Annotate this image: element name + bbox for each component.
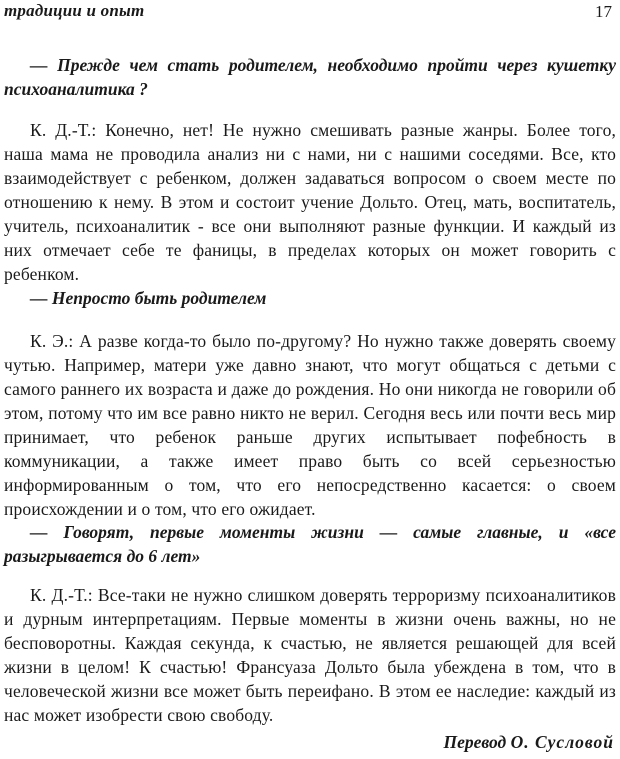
translation-credit <box>444 732 614 753</box>
interview-question-1: — Прежде чем стать родителем, необходимо пройти через кушетку психоаналитика ? <box>4 55 616 99</box>
page-number: 17 <box>595 2 612 21</box>
interview-question-2: — Непросто быть родителем <box>30 288 267 308</box>
credit-prefix: Перевод <box>443 732 507 752</box>
running-header <box>0 0 620 24</box>
running-title: традиции и опыт <box>4 1 145 20</box>
interview-question-3: — Говорят, первые моменты жизни — самые главные, и «все разыгрывается до 6 лет» <box>4 522 616 566</box>
interview-answer-2: К. Э.: А разве когда-то было по-другому? Но нужно также доверять своему чутью. Например, матери уже давно знают, что могут общаться с детьми с самого раннего их возраста и даже до рождения. Но они никогда не говорили об этом, потому что им все равно никто не верил. Сегодня весь или почти весь мир принимает, что ребенок раньше других испытывает пофебность в коммуникации, а также имеет право быть со всей серьезностью информированным о том, что его непосредственно касается: о своем происхождении и о том, что его ожидает. <box>4 331 616 519</box>
interview-answer-1: К. Д.-Т.: Конечно, нет! Не нужно смешивать разные жанры. Более того, наша мама не проводила анализ ни с нами, ни с нашими соседями. Все, кто взаимодействует с ребенком, должен задаваться вопросом о своем месте по отношению к нему. В этом и состоит учение Дольто. Отец, мать, воспитатель, учитель, психоаналитик - все они выполняют разные функции. И каждый из них отмечает себе те фаницы, в пределах которых он может говорить с ребенком. <box>4 120 616 284</box>
credit-translator: О. Сусловой <box>510 732 614 752</box>
interview-answer-3: К. Д.-Т.: Все-таки не нужно слишком доверять терроризму психоаналитиков и дурным интерпретациям. Первые моменты в жизни очень важны, но не бесповоротны. Каждая секунда, к счастью, не является решающей для всей жизни в целом! К счастью! Франсуаза Дольто была убеждена в том, что в человеческой жизни все может быть переифано. В этом ее наследие: каждый из нас может изобрести свою свободу. <box>4 585 616 725</box>
